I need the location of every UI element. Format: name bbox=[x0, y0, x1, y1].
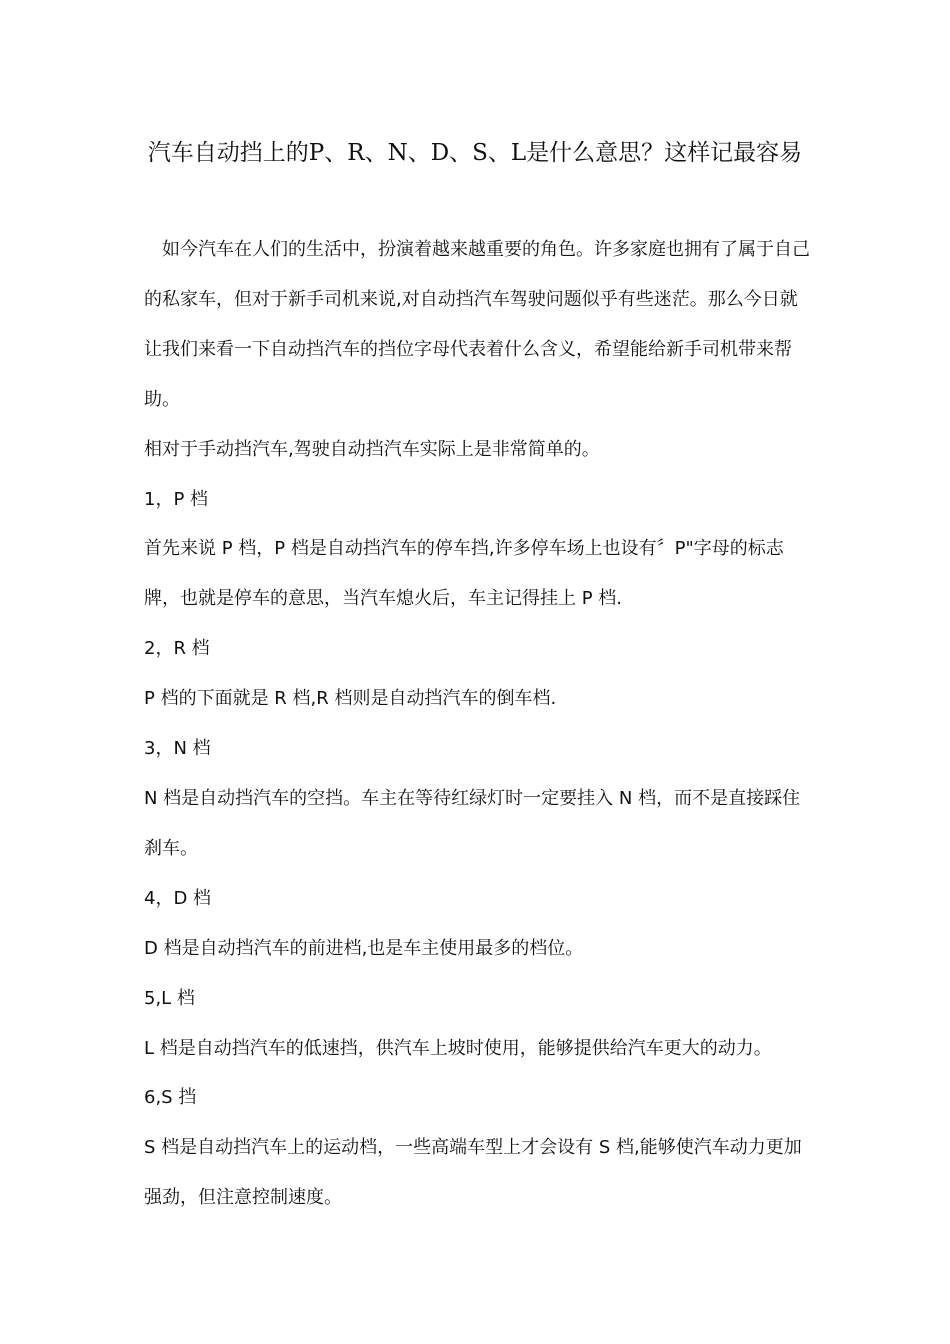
section-heading-d-gear: 4，D 档 bbox=[144, 887, 212, 909]
paragraph-r-gear: P 档的下面就是 R 档,R 档则是自动挡汽车的倒车档. bbox=[144, 688, 557, 710]
section-heading-p-gear: 1，P 档 bbox=[144, 488, 209, 510]
document-body bbox=[144, 225, 810, 1223]
paragraph-d-gear: D 档是自动挡汽车的前进档,也是车主使用最多的档位。 bbox=[144, 937, 584, 959]
document-title: 汽车自动挡上的P、R、N、D、S、L是什么意思？这样记最容易 bbox=[147, 140, 803, 166]
paragraph: 相对于手动挡汽车,驾驶自动挡汽车实际上是非常简单的。 bbox=[144, 438, 600, 460]
section-heading-r-gear: 2，R 档 bbox=[144, 638, 210, 660]
paragraph-s-gear: S 档是自动挡汽车上的运动档，一些高端车型上才会设有 S 档,能够使汽车动力更加强劲，但注意控制速度。 bbox=[144, 1137, 802, 1209]
paragraph-p-gear: 首先来说 P 档，P 档是自动挡汽车的停车挡,许多停车场上也设有〞P"字母的标志牌，也就是停车的意思，当汽车熄火后，车主记得挂上 P 档. bbox=[144, 538, 784, 610]
section-heading-s-gear: 6,S 挡 bbox=[144, 1087, 197, 1109]
section-heading-n-gear: 3，N 档 bbox=[144, 738, 211, 760]
intro-paragraph: 如今汽车在人们的生活中，扮演着越来越重要的角色。许多家庭也拥有了属于自己的私家车，但对于新手司机来说,对自动挡汽车驾驶问题似乎有些迷茫。那么今日就让我们来看一下自动挡汽车的挡位字母代表着什么含义，希望能给新手司机带来帮助。 bbox=[144, 239, 810, 410]
section-heading-l-gear: 5,L 档 bbox=[144, 987, 195, 1009]
paragraph-l-gear: L 档是自动挡汽车的低速挡，供汽车上坡时使用，能够提供给汽车更大的动力。 bbox=[144, 1037, 772, 1059]
paragraph-n-gear: N 档是自动挡汽车的空挡。车主在等待红绿灯时一定要挂入 N 档，而不是直接踩住刹车。 bbox=[144, 787, 801, 859]
